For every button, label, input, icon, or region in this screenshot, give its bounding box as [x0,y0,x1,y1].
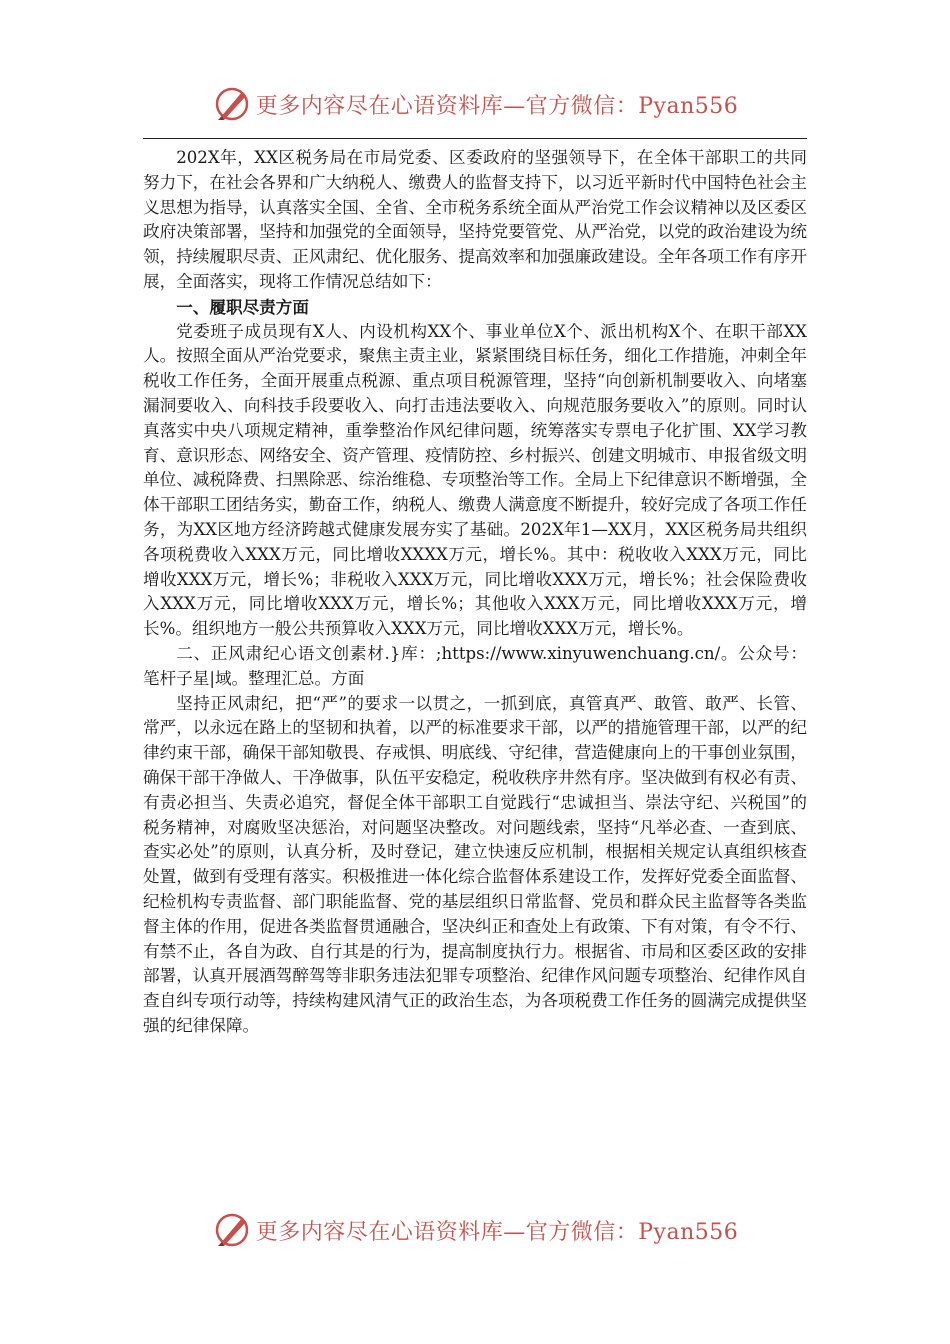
section-heading-2: 二、正风肃纪心语文创素材.}库：;https://www.xinyuwenchuang.cn/。公众号：笔杆子星|域。整理汇总。方面 [143,643,807,688]
footer-banner [0,1206,950,1254]
pen-circle-logo-icon [212,84,252,124]
section-heading-1: 一、履职尽责方面 [176,296,309,317]
banner-text: 更多内容尽在心语资料库—官方微信：Pyan556 [255,93,739,119]
paragraph-section-2: 坚持正风肃纪，把“严”的要求一以贯之，一抓到底，真管真严、敢管、敢严、长管、常严，以永远在路上的坚韧和执着，以严的标准要求干部，以严的措施管理干部，以严的纪律约束干部，确保干部知敬畏、存戒惧、明底线、守纪律，营造健康向上的干事创业氛围，确保干部干净做人、干净做事，队伍平安稳定，税收秩序井然有序。坚决做到有权必有责、有责必担当、失责必追究，督促全体干部职工自觉践行“忠诚担当、崇法守纪、兴税国”的税务精神，对腐败坚决惩治，对问题坚决整改。对问题线索，坚持“凡举必查、一查到底、查实必处”的原则，认真分析，及时登记，建立快速反应机制，根据相关规定认真组织核查处置，做到有受理有落实。积极推进一体化综合监督体系建设工作，发挥好党委全面监督、纪检机构专责监督、部门职能监督、党的基层组织日常监督、党员和群众民主监督等各类监督主体的作用，促进各类监督贯通融合，坚决纠正和查处上有政策、下有对策，有令不行、有禁不止，各自为政、自行其是的行为，提高制度执行力。根据省、市局和区委区政的安排部署，认真开展酒驾醉驾等非职务违法犯罪专项整治、纪律作风问题专项整治、纪律作风自查自纠专项行动等，持续构建风清气正的政治生态，为各项税费工作任务的圆满完成提供坚强的纪律保障。 [143,693,807,1035]
paragraph-section-1: 党委班子成员现有X人、内设机构XX个、事业单位X个、派出机构X个、在职干部XX人。按照全面从严治党要求，聚焦主责主业，紧紧围绕目标任务，细化工作措施，冲刺全年税收工作任务，全面开展重点税源、重点项目税源管理，坚持“向创新机制要收入、向堵塞漏洞要收入、向科技手段要收入、向打击违法要收入、向规范服务要收入”的原则。同时认真落实中央八项规定精神，重拳整治作风纪律问题，统筹落实专票电子化扩围、XX学习教育、意识形态、网络安全、资产管理、疫情防控、乡村振兴、创建文明城市、申报省级文明单位、减税降费、扫黑除恶、综治维稳、专项整治等工作。全局上下纪律意识不断增强，全体干部职工团结务实，勤奋工作，纳税人、缴费人满意度不断提升，较好完成了各项工作任务，为XX区地方经济跨越式健康发展夯实了基础。202X年1—XX月，XX区税务局共组织各项税费收入XXX万元，同比增收XXXX万元，增长%。其中：税收收入XXX万元，同比增收XXX万元，增长%；非税收入XXX万元，同比增收XXX万元，增长%；社会保险费收入XXX万元，同比增收XXX万元，增长%；其他收入XXX万元，同比增收XXX万元，增长%。组织地方一般公共预算收入XXX万元，同比增收XXX万元，增长%。 [143,321,807,639]
header-divider [143,138,807,139]
document-body [143,146,807,1039]
pen-circle-logo-icon [212,1210,252,1250]
paragraph-intro: 202X年，XX区税务局在市局党委、区委政府的坚强领导下，在全体干部职工的共同努力下，在社会各界和广大纳税人、缴费人的监督支持下，以习近平新时代中国特色社会主义思想为指导，认真落实全国、全省、全市税务系统全面从严治党工作会议精神以及区委区政府决策部署，坚持和加强党的全面领导，坚持党要管党、从严治党，以党的政治建设为统领，持续履职尽责、正风肃纪、优化服务、提高效率和加强廉政建设。全年各项工作有序开展，全面落实，现将工作情况总结如下： [143,148,807,291]
banner-text: 更多内容尽在心语资料库—官方微信：Pyan556 [255,1219,739,1245]
header-banner [0,80,950,128]
